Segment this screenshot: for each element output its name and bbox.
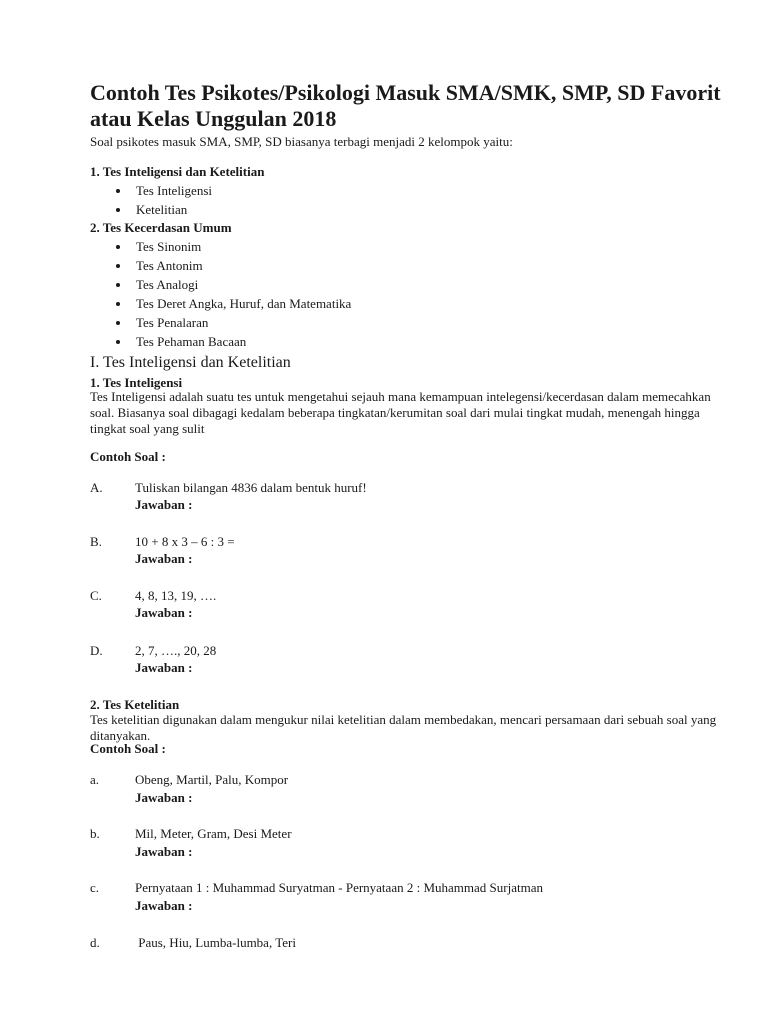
question-text: Tuliskan bilangan 4836 dalam bentuk huruf! xyxy=(135,480,367,495)
sub1-examples-label: Contoh Soal : xyxy=(90,449,166,464)
question-label: A. xyxy=(90,480,103,495)
list-item: Tes Antonim xyxy=(90,256,351,275)
answer-label: Jawaban : xyxy=(135,790,193,805)
answer-label: Jawaban : xyxy=(135,844,193,859)
section1-heading: I. Tes Inteligensi dan Ketelitian xyxy=(90,354,291,371)
sub1-paragraph: Tes Inteligensi adalah suatu tes untuk mengetahui sejauh mana kemampuan intelegensi/kecerdasan dalam memecahkan soal. Biasanya soal dibagagi kedalam beberapa tingkatan/kerumitan soal dari mulai tingkat mudah, menengah hingga tingkat soal yang sulit xyxy=(90,389,711,436)
question-label: D. xyxy=(90,643,103,658)
sub2-paragraph: Tes ketelitian digunakan dalam mengukur nilai ketelitian dalam membedakan, mencari persamaan dari sebuah soal yang ditanyakan. xyxy=(90,712,717,743)
question-text: Obeng, Martil, Palu, Kompor xyxy=(135,772,289,787)
question-text: 4, 8, 13, 19, …. xyxy=(135,588,217,603)
question-label: b. xyxy=(90,826,100,841)
question-text: 2, 7, …., 20, 28 xyxy=(135,643,217,658)
list-item: Ketelitian xyxy=(90,200,212,219)
question-label: d. xyxy=(90,935,100,950)
question-text: 10 + 8 x 3 – 6 : 3 = xyxy=(135,534,235,549)
question-text: Paus, Hiu, Lumba-lumba, Teri xyxy=(135,935,296,950)
question-label: c. xyxy=(90,880,100,895)
group1-list xyxy=(90,181,212,219)
answer-label: Jawaban : xyxy=(135,898,193,913)
list-item: Tes Penalaran xyxy=(90,313,351,332)
question-text: Mil, Meter, Gram, Desi Meter xyxy=(135,826,292,841)
list-item: Tes Analogi xyxy=(90,275,351,294)
answer-label: Jawaban : xyxy=(135,497,193,512)
group2-list xyxy=(90,237,351,351)
document-title: Contoh Tes Psikotes/Psikologi Masuk SMA/SMK, SMP, SD Favorit atau Kelas Unggulan 2018 xyxy=(90,80,721,131)
sub2-heading: 2. Tes Ketelitian xyxy=(90,697,180,712)
list-item: Tes Inteligensi xyxy=(90,181,212,200)
group2-heading: 2. Tes Kecerdasan Umum xyxy=(90,220,232,235)
answer-label: Jawaban : xyxy=(135,605,193,620)
question-label: C. xyxy=(90,588,102,603)
question-label: B. xyxy=(90,534,102,549)
question-label: a. xyxy=(90,772,100,787)
question-text: Pernyataan 1 : Muhammad Suryatman - Pernyataan 2 : Muhammad Surjatman xyxy=(135,880,543,895)
answer-label: Jawaban : xyxy=(135,660,193,675)
intro-text: Soal psikotes masuk SMA, SMP, SD biasanya terbagi menjadi 2 kelompok yaitu: xyxy=(90,134,513,149)
list-item: Tes Pehaman Bacaan xyxy=(90,332,351,351)
list-item: Tes Sinonim xyxy=(90,237,351,256)
sub1-heading: 1. Tes Inteligensi xyxy=(90,375,183,390)
list-item: Tes Deret Angka, Huruf, dan Matematika xyxy=(90,294,351,313)
group1-heading: 1. Tes Inteligensi dan Ketelitian xyxy=(90,164,265,179)
sub2-examples-label: Contoh Soal : xyxy=(90,741,166,756)
answer-label: Jawaban : xyxy=(135,551,193,566)
